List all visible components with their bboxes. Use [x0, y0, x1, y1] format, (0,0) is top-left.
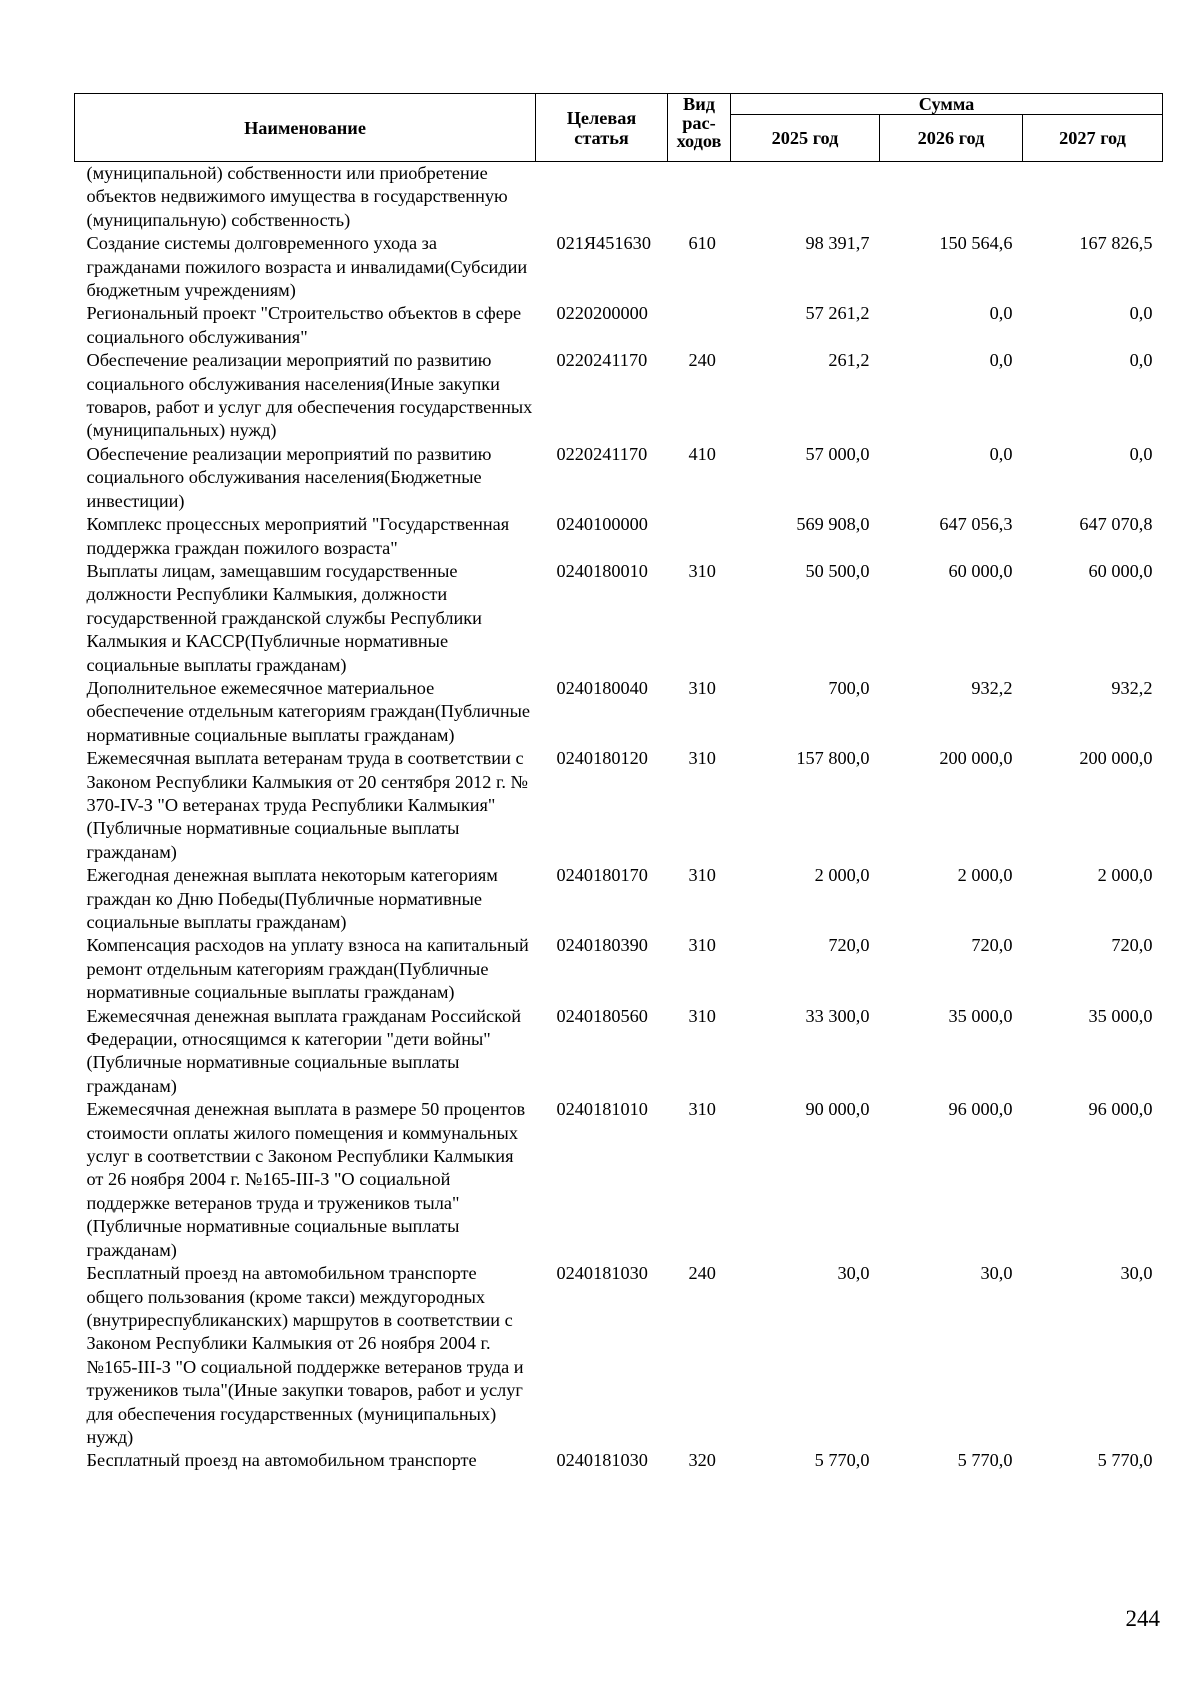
row-expense-type: 310 [688, 1099, 716, 1120]
row-target-article: 0240180390 [556, 935, 648, 956]
header-name: Наименование [75, 94, 536, 162]
row-amount-2025: 5 770,0 [814, 1450, 870, 1471]
row-expense-type: 410 [688, 443, 716, 464]
table-row [75, 443, 1163, 513]
row-name: Создание системы долговременного ухода за гражданами пожилого возраста и инвалидами(Субсидии бюджетным учреждениям) [86, 233, 528, 301]
row-amount-2025: 157 800,0 [796, 748, 870, 769]
row-amount-2025: 261,2 [828, 350, 870, 371]
table-row [75, 677, 1163, 747]
row-expense-type: 310 [688, 1005, 716, 1026]
table-row [75, 934, 1163, 1004]
row-name: Ежегодная денежная выплата некоторым категориям граждан ко Дню Победы(Публичные нормативные социальные выплаты гражданам) [86, 865, 498, 932]
row-expense-type: 310 [688, 560, 716, 581]
row-amount-2027: 5 770,0 [1097, 1450, 1153, 1471]
row-target-article: 0220241170 [556, 350, 648, 371]
header-year-2026: 2026 год [880, 115, 1023, 162]
row-amount-2027: 647 070,8 [1079, 514, 1153, 535]
row-name: Комплекс процессных мероприятий "Государственная поддержка граждан пожилого возраста" [86, 514, 510, 558]
header-target-article: Целевая статья [536, 94, 668, 162]
header-year-2025: 2025 год [731, 115, 880, 162]
budget-table [74, 93, 1163, 1473]
row-amount-2025: 2 000,0 [814, 865, 870, 886]
row-amount-2026: 60 000,0 [948, 560, 1013, 581]
row-target-article: 0240100000 [556, 514, 648, 535]
row-amount-2026: 150 564,6 [939, 233, 1013, 254]
row-target-article: 0240180120 [556, 748, 648, 769]
row-expense-type [668, 162, 731, 233]
page-number: 244 [1125, 1606, 1160, 1631]
table-row [75, 162, 1163, 233]
row-amount-2026: 5 770,0 [957, 1450, 1013, 1471]
row-name: Ежемесячная денежная выплата в размере 50 процентов стоимости оплаты жилого помещения и коммунальных услуг в соответствии с Законом Республики Калмыкия от 26 ноября 2004 г. №165-III-З "О социальной поддержке ветеранов труда и тружеников тыла"(Публичные нормативные социальные выплаты гражданам) [86, 1099, 526, 1260]
row-amount-2027: 0,0 [1129, 350, 1153, 371]
table-row [75, 1098, 1163, 1262]
row-expense-type: 310 [688, 935, 716, 956]
table-row [75, 513, 1163, 560]
row-amount-2025: 98 391,7 [805, 233, 870, 254]
row-name: Ежемесячная выплата ветеранам труда в соответствии с Законом Республики Калмыкия от 20 сентября 2012 г. № 370-IV-З "О ветеранах труда Республики Калмыкия"(Публичные нормативные социальные выплаты гражданам) [86, 748, 528, 862]
row-amount-2027: 0,0 [1129, 303, 1153, 324]
row-amount-2026: 96 000,0 [948, 1099, 1013, 1120]
row-amount-2026: 932,2 [971, 677, 1013, 698]
table-body [75, 162, 1163, 1473]
row-name: (муниципальной) собственности или приобретение объектов недвижимого имущества в государственную (муниципальную) собственность) [86, 163, 508, 230]
row-name: Бесплатный проезд на автомобильном транспорте общего пользования (кроме такси) междугородных (внутриреспубликанских) маршрутов в соответствии с Законом Республики Калмыкия от 26 ноября 2004 г. №165-III-З "О социальной поддержке ветеранов труда и тружеников тыла"(Иные закупки товаров, работ и услуг для обеспечения государственных (муниципальных) нужд) [86, 1263, 524, 1447]
table-row [75, 349, 1163, 443]
row-target-article: 0220241170 [556, 443, 648, 464]
row-amount-2027: 35 000,0 [1088, 1005, 1153, 1026]
row-target-article: 0240180560 [556, 1005, 648, 1026]
row-target-article: 0240180170 [556, 865, 648, 886]
row-target-article: 0240180040 [556, 677, 648, 698]
row-amount-2026: 0,0 [989, 350, 1013, 371]
row-name: Обеспечение реализации мероприятий по развитию социального обслуживания населения(Иные закупки товаров, работ и услуг для обеспечения государственных (муниципальных) нужд) [86, 350, 533, 441]
row-expense-type: 240 [688, 350, 716, 371]
row-expense-type: 240 [688, 1263, 716, 1284]
row-amount-2026: 30,0 [980, 1263, 1013, 1284]
row-amount-2027: 0,0 [1129, 443, 1153, 464]
row-amount-2027: 2 000,0 [1097, 865, 1153, 886]
table-row [75, 864, 1163, 934]
row-amount-2026 [880, 162, 1023, 233]
row-amount-2025 [731, 162, 880, 233]
row-name: Выплаты лицам, замещавшим государственные должности Республики Калмыкия, должности государственной гражданской службы Республики Калмыкия и КАССР(Публичные нормативные социальные выплаты гражданам) [86, 560, 482, 675]
row-target-article: 0240181030 [556, 1263, 648, 1284]
row-expense-type [668, 302, 731, 349]
row-target-article: 021Я451630 [556, 233, 651, 254]
row-amount-2027: 932,2 [1111, 677, 1153, 698]
row-target-article: 0240180010 [556, 560, 648, 581]
table-row [75, 302, 1163, 349]
row-expense-type [668, 513, 731, 560]
row-name: Обеспечение реализации мероприятий по развитию социального обслуживания населения(Бюджетные инвестиции) [86, 443, 492, 511]
row-amount-2025: 700,0 [828, 677, 870, 698]
header-expense-type: Вид рас-ходов [668, 94, 731, 162]
table-header [75, 94, 1163, 162]
row-amount-2025: 720,0 [828, 935, 870, 956]
row-amount-2025: 33 300,0 [805, 1005, 870, 1026]
row-name: Бесплатный проезд на автомобильном транспорте [86, 1450, 477, 1471]
header-sum: Сумма [731, 94, 1163, 115]
row-amount-2027: 200 000,0 [1079, 748, 1153, 769]
row-target-article: 0240181010 [556, 1099, 648, 1120]
row-amount-2025: 50 500,0 [805, 560, 870, 581]
table-row [75, 232, 1163, 302]
table-row [75, 560, 1163, 677]
row-amount-2025: 569 908,0 [796, 514, 870, 535]
row-amount-2026: 0,0 [989, 303, 1013, 324]
row-amount-2026: 2 000,0 [957, 865, 1013, 886]
row-amount-2027: 60 000,0 [1088, 560, 1153, 581]
row-amount-2026: 647 056,3 [939, 514, 1013, 535]
table-row [75, 1005, 1163, 1099]
row-amount-2025: 90 000,0 [805, 1099, 870, 1120]
row-expense-type: 310 [688, 748, 716, 769]
row-name: Дополнительное ежемесячное материальное обеспечение отдельным категориям граждан(Публичные нормативные социальные выплаты гражданам) [86, 677, 531, 745]
table-row [75, 1262, 1163, 1449]
row-amount-2026: 200 000,0 [939, 748, 1013, 769]
row-name: Ежемесячная денежная выплата гражданам Российской Федерации, относящимся к категории "дети войны"(Публичные нормативные социальные выплаты гражданам) [86, 1005, 522, 1096]
row-amount-2027: 167 826,5 [1079, 233, 1153, 254]
row-amount-2025: 30,0 [837, 1263, 870, 1284]
row-name: Компенсация расходов на уплату взноса на капитальный ремонт отдельным категориям граждан(Публичные нормативные социальные выплаты гражданам) [86, 935, 529, 1003]
row-expense-type: 310 [688, 865, 716, 886]
row-expense-type: 610 [688, 233, 716, 254]
row-target-article: 0220200000 [556, 303, 648, 324]
row-amount-2026: 720,0 [971, 935, 1013, 956]
row-amount-2027: 30,0 [1120, 1263, 1153, 1284]
header-year-2027: 2027 год [1023, 115, 1163, 162]
row-name: Региональный проект "Строительство объектов в сфере социального обслуживания" [86, 303, 522, 347]
table-row [75, 1449, 1163, 1472]
row-amount-2027 [1023, 162, 1163, 233]
row-amount-2025: 57 261,2 [805, 303, 870, 324]
row-amount-2026: 35 000,0 [948, 1005, 1013, 1026]
row-amount-2025: 57 000,0 [805, 443, 870, 464]
row-amount-2027: 720,0 [1111, 935, 1153, 956]
row-target-article [536, 162, 668, 233]
row-amount-2027: 96 000,0 [1088, 1099, 1153, 1120]
table-row [75, 747, 1163, 864]
row-amount-2026: 0,0 [989, 443, 1013, 464]
row-expense-type: 310 [688, 677, 716, 698]
row-target-article: 0240181030 [556, 1450, 648, 1471]
row-expense-type: 320 [688, 1450, 716, 1471]
